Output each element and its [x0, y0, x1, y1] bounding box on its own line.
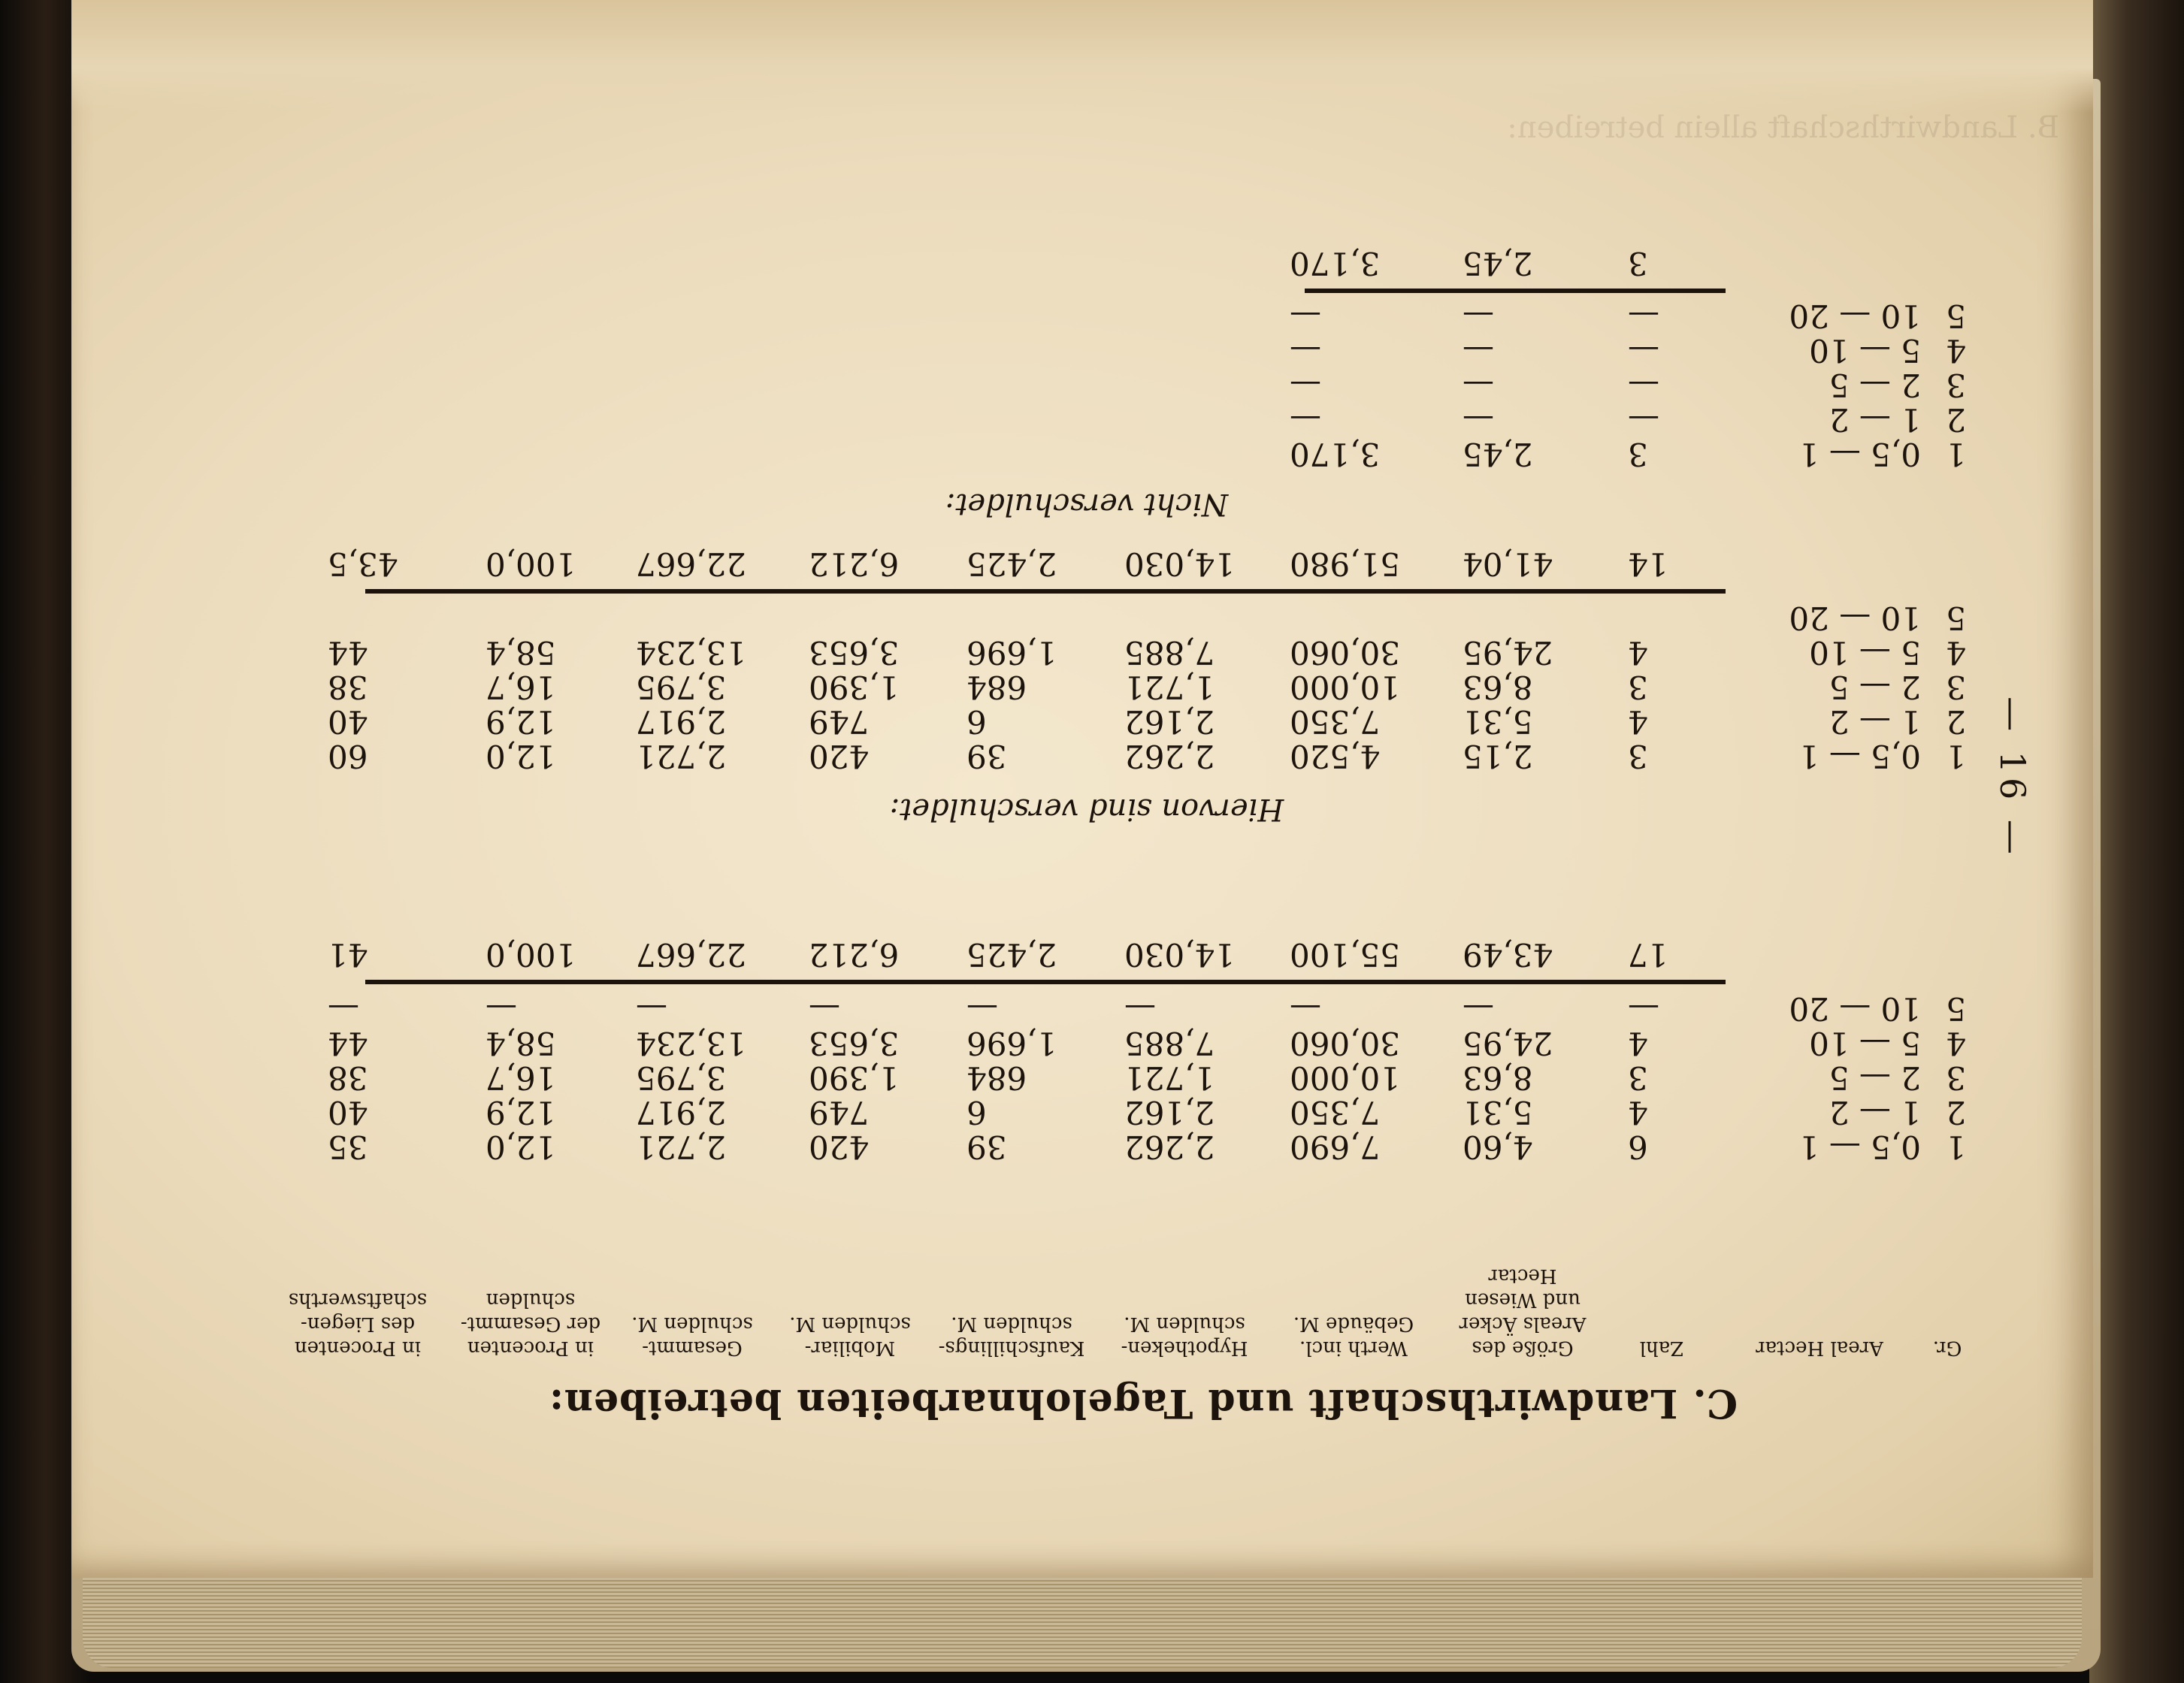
table-row-gr: 2: [1946, 1094, 1966, 1131]
table-row-pct2: 60: [328, 738, 368, 775]
header-groesse: Größe des Areals Äcker und Wiesen Hectar: [1459, 1265, 1587, 1359]
table-row-werth: 30,060: [1290, 1025, 1400, 1062]
table-row-werth: 7,350: [1290, 703, 1381, 740]
table-row-mob: 749: [809, 703, 870, 740]
table-row-areal: 5 — 10: [1809, 1025, 1921, 1062]
table-row-groesse: 2,45: [1463, 436, 1533, 473]
table-row-zahl: 6: [1628, 1129, 1648, 1165]
table-row-kauf: 684: [966, 669, 1027, 706]
total-ges: 22,667: [636, 936, 746, 973]
table-row-areal: 2 — 5: [1829, 1059, 1921, 1096]
total-ges: 22,667: [636, 545, 746, 582]
header-werth: Werth incl. Gebäude M.: [1293, 1313, 1414, 1359]
table-row-hyp: 7,885: [1124, 634, 1215, 671]
table-row-groesse: 24,95: [1463, 1025, 1553, 1062]
table-row-gr: 2: [1946, 401, 1966, 438]
table-row-hyp: 1,721: [1124, 669, 1215, 706]
table-row-groesse: 5,31: [1463, 1094, 1533, 1131]
total-zahl: 3: [1628, 245, 1648, 282]
table-row-pct1: 58,4: [486, 634, 556, 671]
table-row-gr: 2: [1946, 703, 1966, 740]
table-row-pct2: 38: [328, 1059, 368, 1096]
table-row-werth: —: [1290, 298, 1321, 334]
total-werth: 3,170: [1290, 245, 1381, 282]
header-gesammt: Gesammt-schulden M.: [631, 1313, 753, 1359]
table-row-gr: 1: [1946, 1129, 1966, 1165]
table-row-zahl: —: [1628, 298, 1659, 334]
header-hypotheken: Hypotheken-schulden M.: [1121, 1313, 1248, 1359]
section-title: C. Landwirthschaft und Tagelohnarbeiten betreiben:: [548, 1380, 1738, 1426]
table-row-mob: 420: [809, 738, 870, 775]
table-row-werth: —: [1290, 332, 1321, 369]
table-row-werth: 10,000: [1290, 669, 1400, 706]
table-row-pct1: 12,9: [486, 703, 556, 740]
table-row-gr: 5: [1946, 990, 1966, 1027]
table-row-mob: —: [809, 990, 840, 1027]
total-mob: 6,212: [809, 545, 900, 582]
table-row-gr: 4: [1946, 332, 1966, 369]
table-row-pct1: 16,7: [486, 669, 556, 706]
table-row-ges: 3,795: [636, 669, 727, 706]
table-row-zahl: —: [1628, 990, 1659, 1027]
total-hyp: 14,030: [1124, 936, 1235, 973]
table-row-kauf: 1,696: [966, 634, 1057, 671]
table-row-hyp: —: [1124, 990, 1156, 1027]
table-row-pct1: 12,0: [486, 1129, 556, 1165]
table-row-groesse: 2,15: [1463, 738, 1533, 775]
table-row-werth: 10,000: [1290, 1059, 1400, 1096]
table-row-mob: 1,390: [809, 669, 900, 706]
table-row-groesse: —: [1463, 367, 1494, 403]
table-row-ges: 3,795: [636, 1059, 727, 1096]
table-row-kauf: —: [966, 990, 998, 1027]
table-row-groesse: 24,95: [1463, 634, 1553, 671]
table-row-ges: 2,721: [636, 738, 727, 775]
table-row-werth: 30,060: [1290, 634, 1400, 671]
table-row-gr: 5: [1946, 600, 1966, 636]
table-row-pct2: 44: [328, 634, 368, 671]
table-row-ges: —: [636, 990, 667, 1027]
table-row-zahl: —: [1628, 367, 1659, 403]
table-row-areal: 2 — 5: [1829, 367, 1921, 403]
table-row-zahl: 3: [1628, 1059, 1648, 1096]
table-row-zahl: 3: [1628, 738, 1648, 775]
table-row-gr: 3: [1946, 669, 1966, 706]
table-row-areal: 1 — 2: [1829, 401, 1921, 438]
table-row-kauf: 684: [966, 1059, 1027, 1096]
total-pct1: 100,0: [486, 545, 576, 582]
page-number: — 16 —: [1992, 696, 2033, 859]
table-row-areal: 10 — 20: [1789, 298, 1921, 334]
table-row-hyp: 2,162: [1124, 1094, 1215, 1131]
table-row-pct1: 16,7: [486, 1059, 556, 1096]
table-row-werth: 7,690: [1290, 1129, 1381, 1165]
total-mob: 6,212: [809, 936, 900, 973]
table-row-pct2: 35: [328, 1129, 368, 1165]
table-row-mob: 3,653: [809, 634, 900, 671]
table-row-zahl: —: [1628, 332, 1659, 369]
table-row-areal: 0,5 — 1: [1798, 1129, 1921, 1165]
table-row-pct2: 40: [328, 703, 368, 740]
header-kaufschilling: Kaufschillings-schulden M.: [938, 1313, 1085, 1359]
table-row-areal: 2 — 5: [1829, 669, 1921, 706]
table-row-gr: 4: [1946, 634, 1966, 671]
table-row-pct2: 40: [328, 1094, 368, 1131]
header-pct-gesammt: in Procenten der Gesammt-schulden: [460, 1289, 601, 1359]
table-row-zahl: 4: [1628, 1025, 1648, 1062]
table-row-pct2: —: [328, 990, 359, 1027]
table-row-gr: 4: [1946, 1025, 1966, 1062]
table-row-areal: 10 — 20: [1789, 990, 1921, 1027]
table-row-pct2: 44: [328, 1025, 368, 1062]
table-row-werth: —: [1290, 401, 1321, 438]
table-row-kauf: 39: [966, 738, 1007, 775]
table-row-ges: 13,234: [636, 634, 746, 671]
header-areal: Areal Hectar: [1756, 1337, 1883, 1359]
table-row-mob: 3,653: [809, 1025, 900, 1062]
total-zahl: 17: [1628, 936, 1668, 973]
total-groesse: 2,45: [1463, 245, 1533, 282]
total-pct2: 43,5: [328, 545, 398, 582]
table-row-areal: 1 — 2: [1829, 1094, 1921, 1131]
total-zahl: 14: [1628, 545, 1668, 582]
table-row-werth: 7,350: [1290, 1094, 1381, 1131]
total-kauf: 2,425: [966, 545, 1057, 582]
table-row-groesse: 4,60: [1463, 1129, 1533, 1165]
table-row-werth: 4,520: [1290, 738, 1381, 775]
table-row-hyp: 1,721: [1124, 1059, 1215, 1096]
table-row-gr: 5: [1946, 298, 1966, 334]
table-row-groesse: —: [1463, 401, 1494, 438]
subhead-verschuldet: Hiervon sind verschuldet:: [889, 792, 1284, 826]
table-row-areal: 1 — 2: [1829, 703, 1921, 740]
table-row-ges: 13,234: [636, 1025, 746, 1062]
total-pct2: 41: [328, 936, 368, 973]
table-row-ges: 2,917: [636, 703, 727, 740]
table-row-zahl: 3: [1628, 669, 1648, 706]
header-gr: Gr.: [1932, 1337, 1962, 1359]
table-row-gr: 1: [1946, 738, 1966, 775]
total-werth: 51,980: [1290, 545, 1400, 582]
table-row-groesse: —: [1463, 298, 1494, 334]
total-kauf: 2,425: [966, 936, 1057, 973]
table-row-hyp: 7,885: [1124, 1025, 1215, 1062]
table-row-ges: 2,721: [636, 1129, 727, 1165]
table-row-mob: 1,390: [809, 1059, 900, 1096]
table-row-pct2: 38: [328, 669, 368, 706]
header-mobiliar: Mobiliar-schulden M.: [789, 1313, 911, 1359]
table-row-kauf: 6: [966, 703, 987, 740]
total-werth: 55,100: [1290, 936, 1400, 973]
table-row-zahl: —: [1628, 401, 1659, 438]
table-row-zahl: 4: [1628, 1094, 1648, 1131]
table-row-areal: 5 — 10: [1809, 332, 1921, 369]
table-row-groesse: —: [1463, 990, 1494, 1027]
table-row-zahl: 4: [1628, 634, 1648, 671]
table-row-kauf: 6: [966, 1094, 987, 1131]
total-groesse: 41,04: [1463, 545, 1553, 582]
table-row-mob: 420: [809, 1129, 870, 1165]
total-pct1: 100,0: [486, 936, 576, 973]
table-row-hyp: 2,262: [1124, 738, 1215, 775]
table-row-gr: 1: [1946, 436, 1966, 473]
table-row-groesse: 8,63: [1463, 1059, 1533, 1096]
table-row-ges: 2,917: [636, 1094, 727, 1131]
table-row-pct1: —: [486, 990, 517, 1027]
table-row-gr: 3: [1946, 367, 1966, 403]
table-row-hyp: 2,262: [1124, 1129, 1215, 1165]
table-row-areal: 10 — 20: [1789, 600, 1921, 636]
table-row-werth: —: [1290, 990, 1321, 1027]
table-row-areal: 0,5 — 1: [1798, 738, 1921, 775]
table-row-zahl: 3: [1628, 436, 1648, 473]
table-row-werth: —: [1290, 367, 1321, 403]
table-row-werth: 3,170: [1290, 436, 1381, 473]
table-row-groesse: 8,63: [1463, 669, 1533, 706]
table-row-kauf: 39: [966, 1129, 1007, 1165]
header-pct-liegenschaft: in Procenten des Liegen-schaftswerths: [288, 1289, 428, 1359]
table-row-areal: 0,5 — 1: [1798, 436, 1921, 473]
table-row-pct1: 12,9: [486, 1094, 556, 1131]
table-row-mob: 749: [809, 1094, 870, 1131]
header-zahl: Zahl: [1639, 1337, 1684, 1359]
table-row-gr: 3: [1946, 1059, 1966, 1096]
table-row-hyp: 2,162: [1124, 703, 1215, 740]
subhead-nicht-verschuldet: Nicht verschuldet:: [945, 487, 1229, 521]
table-row-kauf: 1,696: [966, 1025, 1057, 1062]
table-row-areal: 5 — 10: [1809, 634, 1921, 671]
table-row-groesse: —: [1463, 332, 1494, 369]
total-hyp: 14,030: [1124, 545, 1235, 582]
total-groesse: 43,49: [1463, 936, 1553, 973]
table-row-groesse: 5,31: [1463, 703, 1533, 740]
table-row-zahl: 4: [1628, 703, 1648, 740]
table-row-pct1: 58,4: [486, 1025, 556, 1062]
table-row-pct1: 12,0: [486, 738, 556, 775]
